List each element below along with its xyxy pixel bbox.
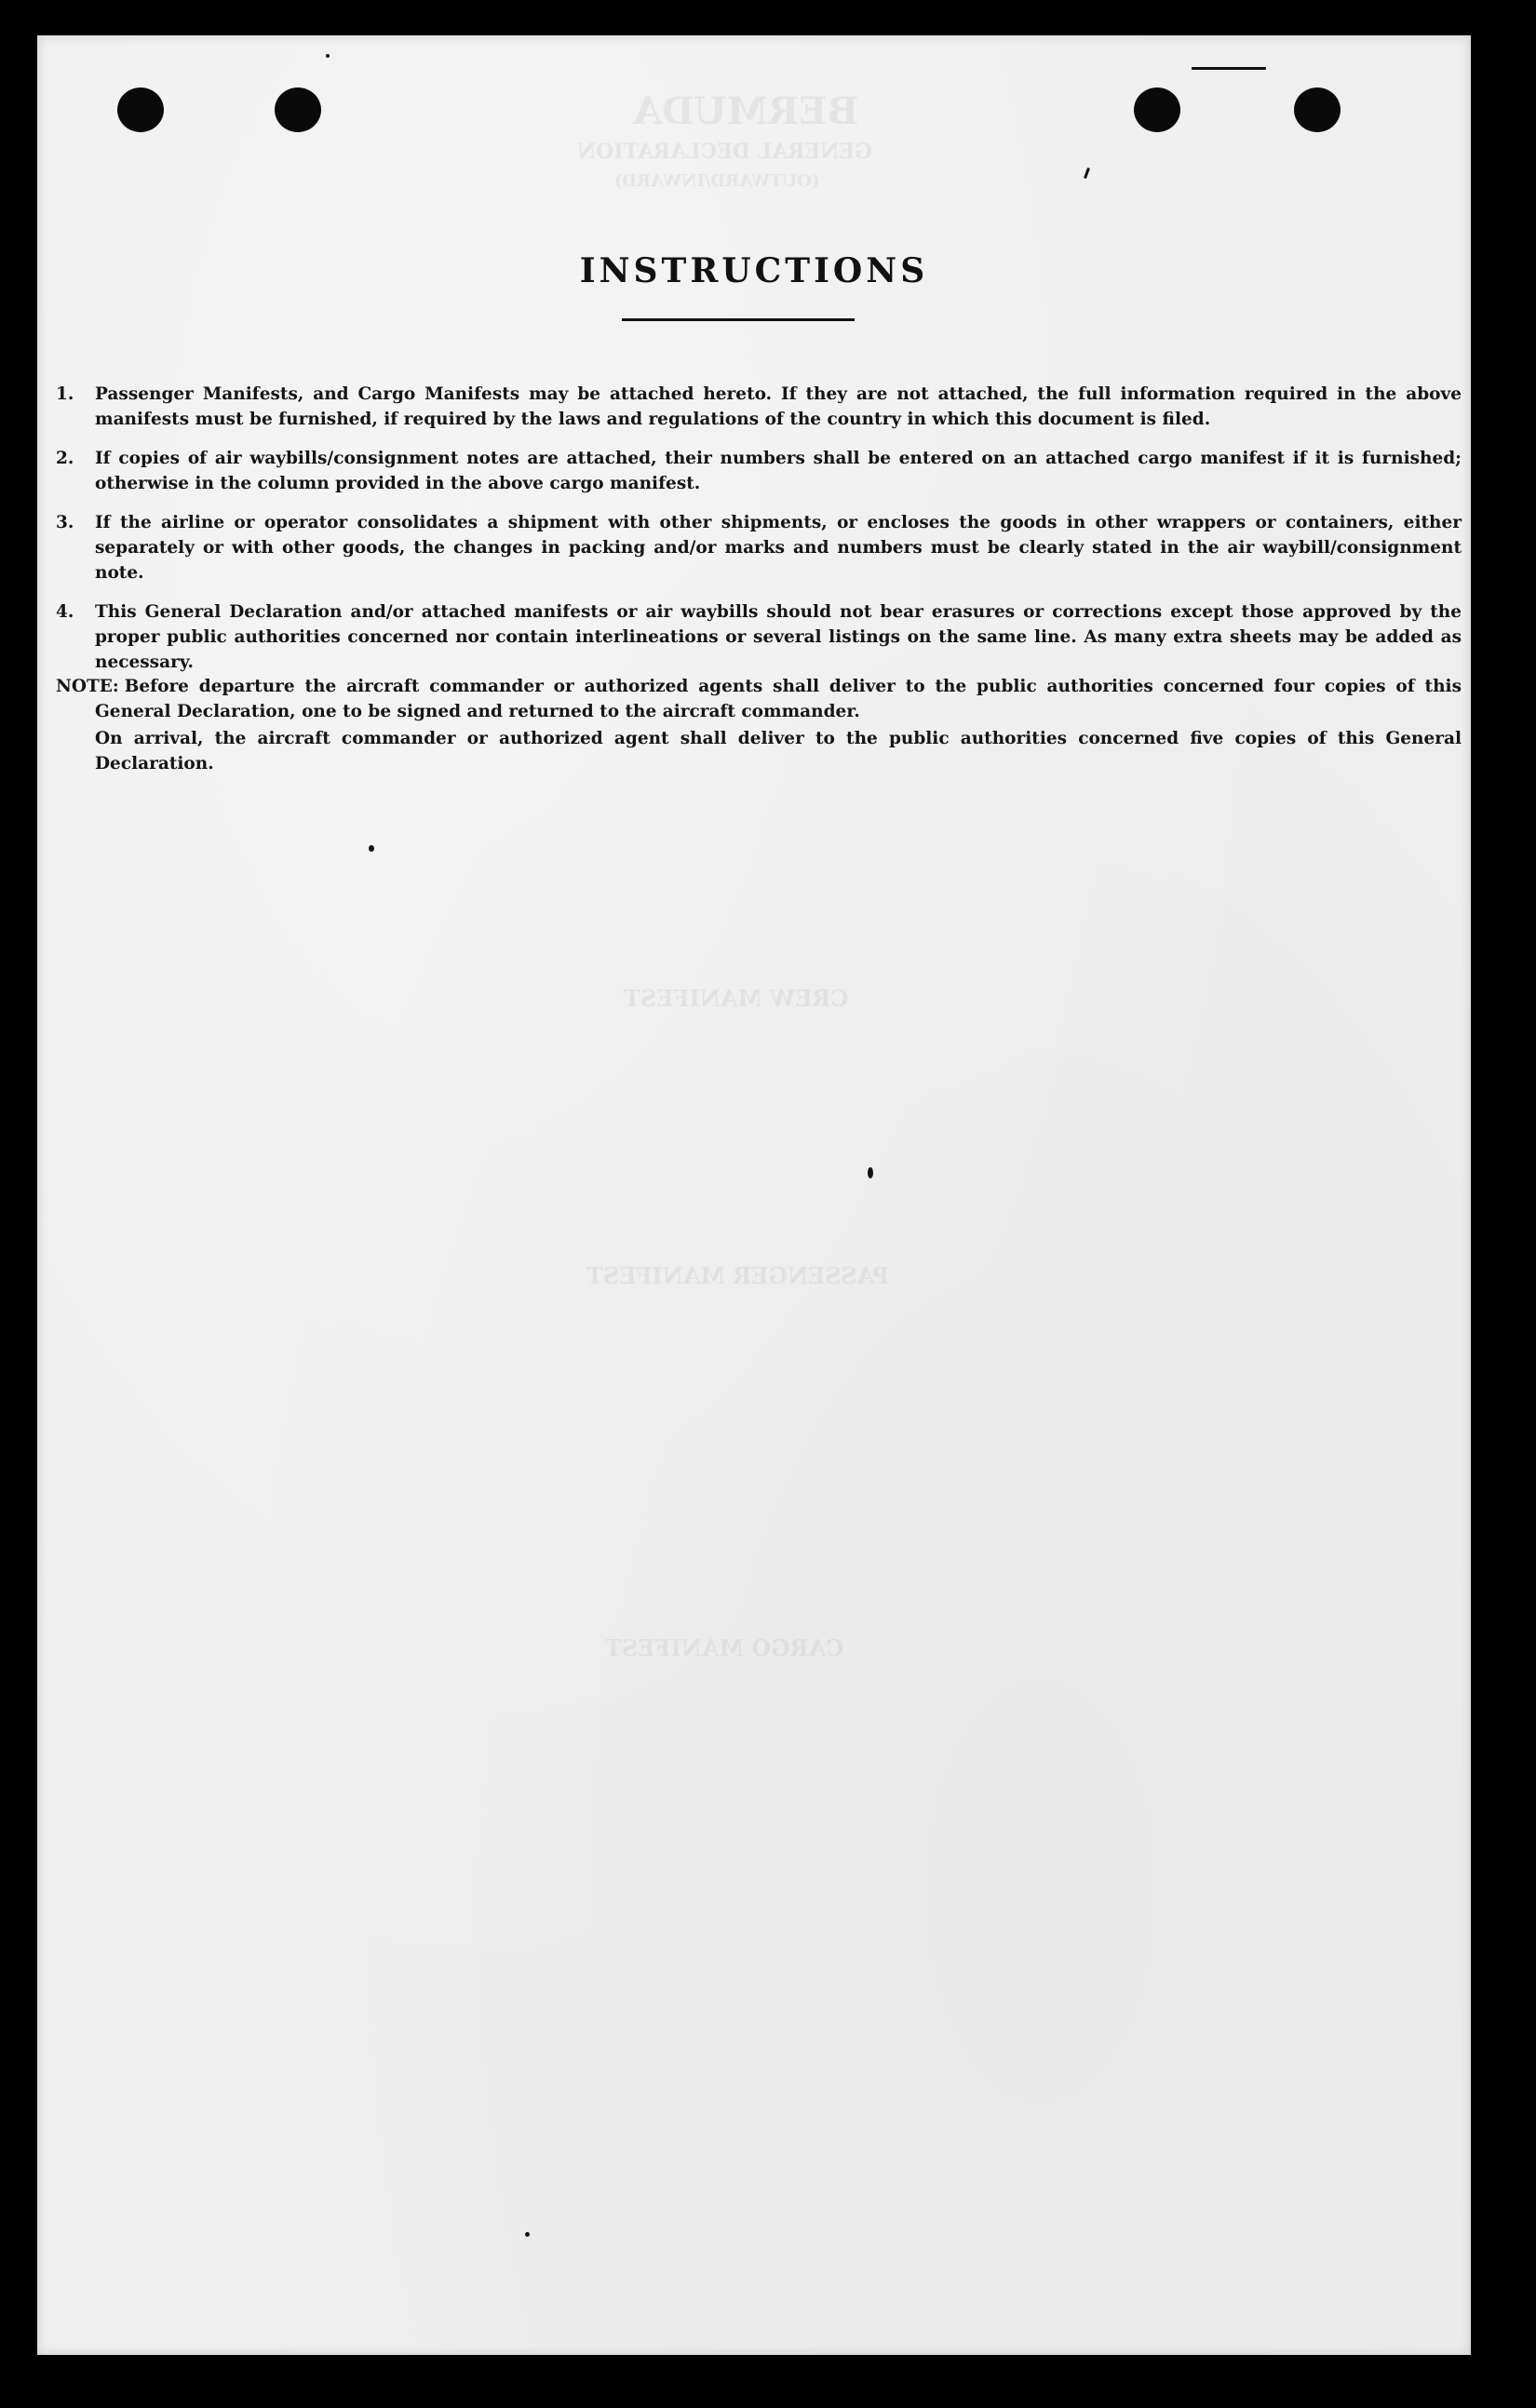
instructions-list — [56, 382, 1462, 689]
instruction-number: 3. — [56, 513, 74, 532]
instruction-item — [56, 382, 1462, 432]
punch-hole-3 — [1134, 87, 1180, 132]
bleed-through-section: PASSENGER MANIFEST — [586, 1262, 890, 1289]
instruction-number: 2. — [56, 449, 74, 468]
instruction-text: Passenger Manifests, and Cargo Manifests may be attached hereto. If they are not attached, the full information required in the above manifests must be furnished, if required by the laws and regulations of the country in which this document is filed. — [95, 384, 1462, 429]
punch-hole-4 — [1294, 87, 1341, 132]
instruction-text: If copies of air waybills/consignment notes are attached, their numbers shall be entered on an attached cargo manifest if it is furnished; otherwise in the column provided in the above cargo manifest. — [95, 449, 1462, 493]
bleed-through-line: (OUTWARD/INWARD) — [614, 171, 820, 191]
punch-hole-1 — [117, 87, 164, 132]
instruction-item — [56, 599, 1462, 675]
instruction-text: If the airline or operator consolidates a shipment with other shipments, or encloses the goods in other wrappers or containers, either separately or with other goods, the changes in packing and/or marks and numbers must be clearly stated in the air waybill/consignment note. — [95, 513, 1462, 583]
note-label: NOTE: — [56, 677, 119, 696]
instruction-number: 4. — [56, 602, 74, 622]
ink-speck — [1084, 168, 1090, 179]
instruction-text: This General Declaration and/or attached manifests or air waybills should not bear erasures or corrections except those approved by the proper public authorities concerned nor contain interlineations or several listings on the same line. As many extra sheets may be added as necessary. — [95, 602, 1462, 672]
title-underline — [622, 318, 855, 321]
bleed-through-line: GENERAL DECLARATION — [577, 140, 872, 164]
ink-speck — [525, 2232, 530, 2237]
document-page — [37, 35, 1471, 2355]
ink-speck — [868, 1167, 873, 1178]
punch-hole-2 — [275, 87, 321, 132]
note-block — [56, 674, 1462, 776]
note-paragraph: On arrival, the aircraft commander or authorized agent shall deliver to the public authorities concerned five copies of this General Declaration. — [95, 729, 1462, 774]
instruction-item — [56, 446, 1462, 496]
note-paragraph — [56, 674, 1462, 724]
ink-speck — [326, 54, 330, 58]
bleed-through-header: BERMUDA — [633, 89, 859, 133]
note-text: Before departure the aircraft commander or authorized agents shall deliver to the public authorities concerned four copies of this General Declaration, one to be signed and returned to the aircraft commander. — [95, 677, 1462, 721]
bleed-through-section: CREW MANIFEST — [624, 985, 849, 1012]
instruction-item — [56, 510, 1462, 585]
ink-speck — [1192, 67, 1266, 70]
ink-speck — [369, 845, 374, 852]
bleed-through-section: CARGO MANIFEST — [605, 1634, 844, 1661]
instruction-number: 1. — [56, 384, 74, 404]
page-title: INSTRUCTIONS — [579, 251, 929, 290]
